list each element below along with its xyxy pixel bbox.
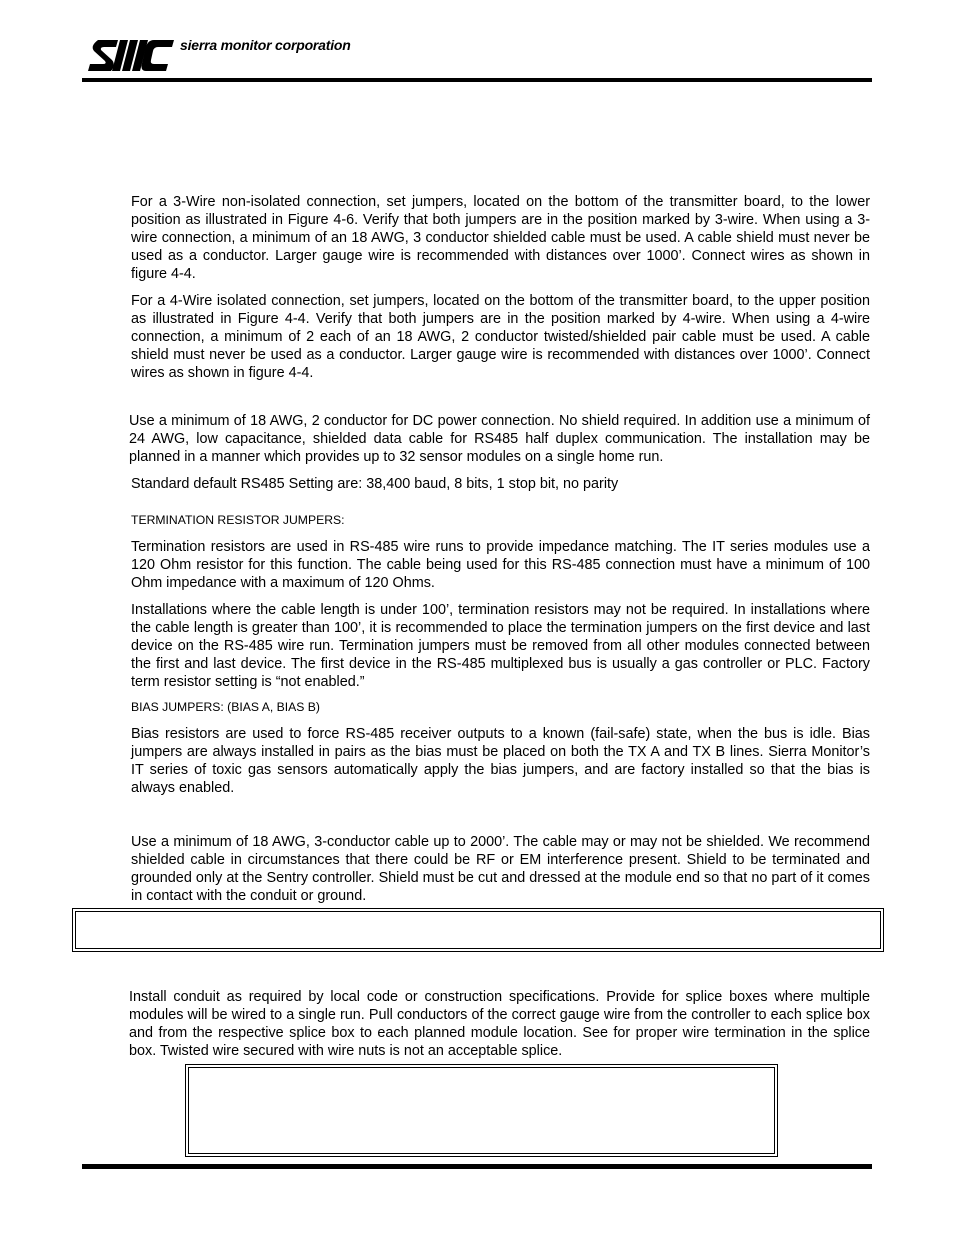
smc-logo-icon xyxy=(84,38,176,74)
three-conductor-paragraph: Use a minimum of 18 AWG, 3-conductor cable up to 2000’. The cable may or may not be shielded. We recommend shielded cable in circumstances that there could be RF or EM interference present. Shield to be terminated and grounded only at the Sentry controller. Shield must be cut and dressed at the module end so that no part of it comes in contact with the conduit or ground. xyxy=(131,834,870,904)
bias-paragraph: Bias resistors are used to force RS-485 receiver outputs to a known (fail-safe) state, when the bus is idle. Bias jumpers are always installed in pairs as the bias must be placed on both the TX A and TX B lines. Sierra Monitor’s IT series of toxic gas sensors automatically apply the bias jumpers, and are factory installed so that the bias is always enabled. xyxy=(131,726,870,796)
rs485-default-paragraph: Standard default RS485 Setting are: 38,400 baud, 8 bits, 1 stop bit, no parity xyxy=(131,476,619,492)
rs485-power-paragraph: Use a minimum of 18 AWG, 2 conductor for DC power connection. No shield required. In addition use a minimum of 24 AWG, low capacitance, shielded data cable for RS485 half duplex communication. The installation may be planned in a manner which provides up to 32 sensor modules on a single home run. xyxy=(129,413,870,465)
footer-divider xyxy=(82,1164,872,1169)
four-wire-paragraph: For a 4-Wire isolated connection, set jumpers, located on the bottom of the transmitter board, to the upper position as illustrated in Figure 4-4. Verify that both jumpers are in the position marked by 4-wire. When using a 4-wire connection, a minimum of 2 each of an 18 AWG, 2 conductor twisted/shielded pair cable must be used. A cable shield must never be used as a conductor. Larger gauge wire is recommended with distances over 1000’. Connect wires as shown in figure 4-4. xyxy=(131,293,870,381)
termination-heading: TERMINATION RESISTOR JUMPERS: xyxy=(131,513,345,527)
note-box xyxy=(185,1064,778,1157)
bias-heading: BIAS JUMPERS: (BIAS A, BIAS B) xyxy=(131,700,320,714)
section-title-box xyxy=(72,908,884,952)
three-wire-paragraph: For a 3-Wire non-isolated connection, set jumpers, located on the bottom of the transmitter board, to the lower position as illustrated in Figure 4-6. Verify that both jumpers are in the position marked by 3-wire. When using a 3-wire connection, a minimum of an 18 AWG, 3 conductor shielded cable must be used. A cable shield must never be used as a conductor. Larger gauge wire is recommended with distances over 1000’. Connect wires as shown in figure 4-4. xyxy=(131,194,870,282)
termination-paragraph-1: Termination resistors are used in RS-485 wire runs to provide impedance matching. The IT series modules use a 120 Ohm resistor for this function. The cable being used for this RS-485 connection must have a minimum of 100 Ohm impedance with a maximum of 120 Ohms. xyxy=(131,539,870,591)
conduit-paragraph: Install conduit as required by local code or construction specifications. Provide for splice boxes where multiple modules will be wired to a single run. Pull conductors of the correct gauge wire from the controller to each splice box and from the respective splice box to each planned module location. See for proper wire termination in the splice box. Twisted wire secured with wire nuts is not an acceptable splice. xyxy=(129,989,870,1059)
termination-paragraph-2: Installations where the cable length is under 100’, termination resistors may not be required. In installations where the cable length is greater than 100’, it is recommended to place the termination jumpers on the first device and last device on the RS-485 wire run. Termination jumpers must be removed from all other modules connected between the first and last device. The first device in the RS-485 multiplexed bus is usually a gas controller or PLC. Factory term resistor setting is “not enabled.” xyxy=(131,602,870,690)
company-name: sierra monitor corporation xyxy=(180,37,351,53)
header-divider xyxy=(82,78,872,82)
